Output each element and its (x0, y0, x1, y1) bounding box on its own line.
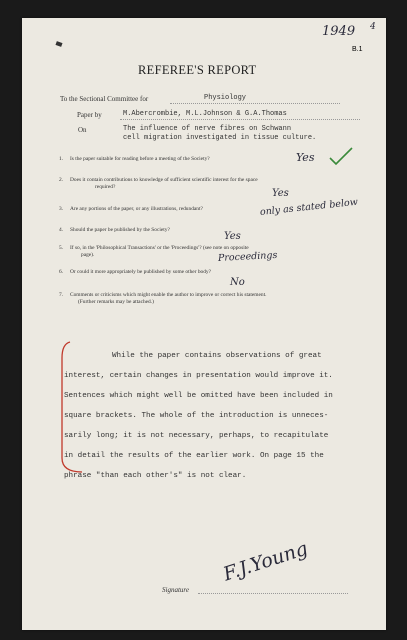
answer-2: Yes (272, 188, 289, 199)
subject-line-1: The influence of nerve fibres on Schwann (123, 125, 292, 133)
comment-line-4: square brackets. The whole of the introduction is unneces- (64, 412, 329, 420)
question-1-number: 1. (59, 156, 64, 162)
question-2-text-1: Does it contain contributions to knowledge of sufficient scientific interest for the space (70, 177, 258, 183)
question-3-number: 3. (59, 206, 64, 212)
comment-line-3: Sentences which might well be omitted have been included in (64, 392, 333, 400)
answer-6: No (230, 277, 245, 288)
comment-line-7: phrase "than each other's" is not clear. (64, 472, 247, 480)
question-6-text: Or could it more appropriately be published by some other body? (70, 269, 212, 275)
comment-line-1: While the paper contains observations of great (112, 352, 322, 360)
page-title: REFEREE'S REPORT (138, 63, 257, 77)
question-3-text: Are any portions of the paper, or any illustrations, redundant? (70, 206, 203, 212)
on-label: On (78, 126, 87, 134)
question-2-number: 2. (59, 177, 64, 183)
signature-line (198, 593, 348, 594)
handwritten-year: 1949 (322, 24, 356, 39)
question-6-number: 6. (59, 269, 64, 275)
answer-3: only as stated below (259, 196, 359, 218)
red-margin-bracket (56, 338, 86, 483)
committee-line (170, 103, 340, 104)
comment-line-5: sarily long; it is not necessary, perhaps, to recapitulate (64, 432, 329, 440)
question-4-number: 4. (59, 227, 64, 233)
question-4-text: Should the paper be published by the Society? (70, 227, 170, 233)
checkmark-icon (328, 146, 354, 171)
to-label: To the Sectional Committee for (60, 95, 149, 103)
answer-4: Yes (224, 231, 241, 242)
signature-label: Signature (162, 586, 189, 594)
question-7-text-2: (Further remarks may be attached.) (78, 299, 154, 305)
question-5-text-2: page). (81, 252, 95, 258)
question-7-text-1: Comments or criticisms which might enable the author to improve or correct his statement. (70, 292, 267, 298)
question-5-number: 5. (59, 245, 64, 251)
committee-field: Physiology (204, 94, 247, 102)
question-2-text-2: required? (95, 184, 116, 190)
comment-line-6: in detail the results of the earlier work. On page 15 the (64, 452, 324, 460)
signature-handwriting: F.J.Young (220, 537, 311, 586)
answer-5: Proceedings (217, 249, 278, 264)
subject-line-2: cell migration investigated in tissue culture. (123, 134, 317, 142)
reference-code: B.1 (352, 46, 363, 53)
page-number: 4 (370, 22, 376, 32)
paper-by-label: Paper by (77, 111, 102, 119)
authors-field: M.Abercrombie, M.L.Johnson & G.A.Thomas (123, 110, 287, 118)
authors-line (120, 119, 360, 120)
comment-line-2: interest, certain changes in presentation would improve it. (64, 372, 333, 380)
hole-punch-mark (55, 41, 62, 47)
answer-1: Yes (296, 151, 315, 164)
report-sheet (22, 18, 386, 630)
question-1-text: Is the paper suitable for reading before a meeting of the Society? (70, 156, 210, 162)
question-7-number: 7. (59, 292, 64, 298)
question-5-text-1: If so, in the 'Philosophical Transactions' or the 'Proceedings'? (see note on opposite (70, 245, 249, 251)
